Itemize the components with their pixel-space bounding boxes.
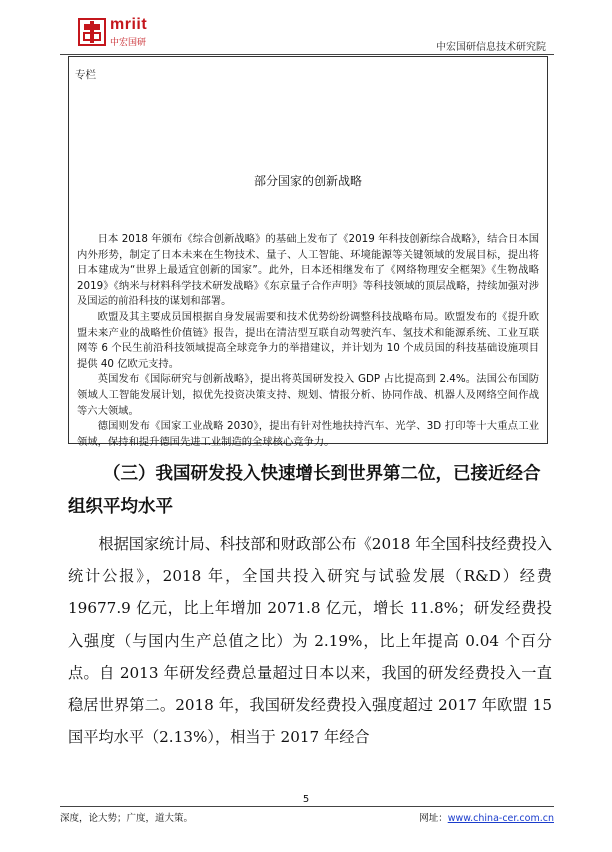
box-paragraph: 欧盟及其主要成员国根据自身发展需要和技术优势纷纷调整科技战略布局。欧盟发布的《提升欧盟未来产业的战略性价值链》报告，提出在清洁型互联自动驾驶汽车、氢技术和能源系统、工业互联网等 6 个民生前沿科技领域提高全球竞争力的举措建议，并计划为 10 个成员国的科技基础设施项目提供 40 亿欧元支持。	[77, 310, 539, 370]
box-paragraph: 英国发布《国际研究与创新战略》，提出将英国研发投入 GDP 占比提高到 2.4%。法国公布国防领域人工智能发展计划，拟优先投资决策支持、规划、情报分析、协同作战、机器人及网络空间作战等六大领域。	[77, 373, 539, 417]
logo-text: mriit	[110, 16, 148, 33]
box-label: 专栏	[75, 69, 96, 81]
box-text	[77, 232, 539, 450]
footer-url-link[interactable]: www.china-cer.com.cn	[447, 813, 554, 824]
body-paragraph: 根据国家统计局、科技部和财政部公布《2018 年全国科技经费投入统计公报》，2018 年，全国共投入研究与试验发展（R&D）经费 19677.9 亿元，比上年增加 2071.8 亿元，增长 11.8%；研发经费投入强度（与国内生产总值之比）为 2.19%，比上年提高 0.04 个百分点。自 2013 年研发经费总量超过日本以来，我国的研发经费投入一直稳居世界第二。2018 年，我国研发经费投入强度超过 2017 年欧盟 15 国平均水平（2.13%），相当于 2017 年经合	[68, 535, 552, 747]
body-text	[68, 528, 552, 753]
page-header	[60, 14, 554, 55]
footer-site-label: 网址：	[419, 813, 448, 824]
page-footer	[60, 806, 554, 823]
institute-name: 中宏国研信息技术研究院	[436, 42, 546, 53]
box-title: 部分国家的创新战略	[253, 174, 362, 188]
logo-mark-icon	[78, 18, 106, 46]
sidebar-box	[68, 56, 548, 448]
box-paragraph: 德国则发布《国家工业战略 2030》，提出有针对性地扶持汽车、光学、3D 打印等十大重点工业领域，保持和提升德国先进工业制造的全球核心竞争力。	[77, 420, 539, 448]
footer-site	[419, 810, 554, 824]
logo	[78, 16, 178, 50]
page-number: 5	[302, 794, 310, 805]
footer-slogan: 深度，论大势；广度，道大策。	[60, 813, 194, 824]
section-title: （三）我国研发投入快速增长到世界第二位，已接近经合组织平均水平	[68, 464, 541, 517]
box-paragraph: 日本 2018 年颁布《综合创新战略》的基础上发布了《2019 年科技创新综合战略》，结合日本国内外形势，制定了日本未来在生物技术、量子、人工智能、环境能源等关键领域的发展目标，提出将日本建成为“世界上最适宜创新的国家”。此外，日本还相继发布了《网络物理安全框架》《生物战略 2019》《纳米与材料科学技术研发战略》《东京量子合作声明》等科技领域的顶层战略，持续加强对涉及国运的前沿科技的谋划和部署。	[77, 233, 539, 308]
logo-subtext: 中宏国研	[110, 38, 147, 48]
